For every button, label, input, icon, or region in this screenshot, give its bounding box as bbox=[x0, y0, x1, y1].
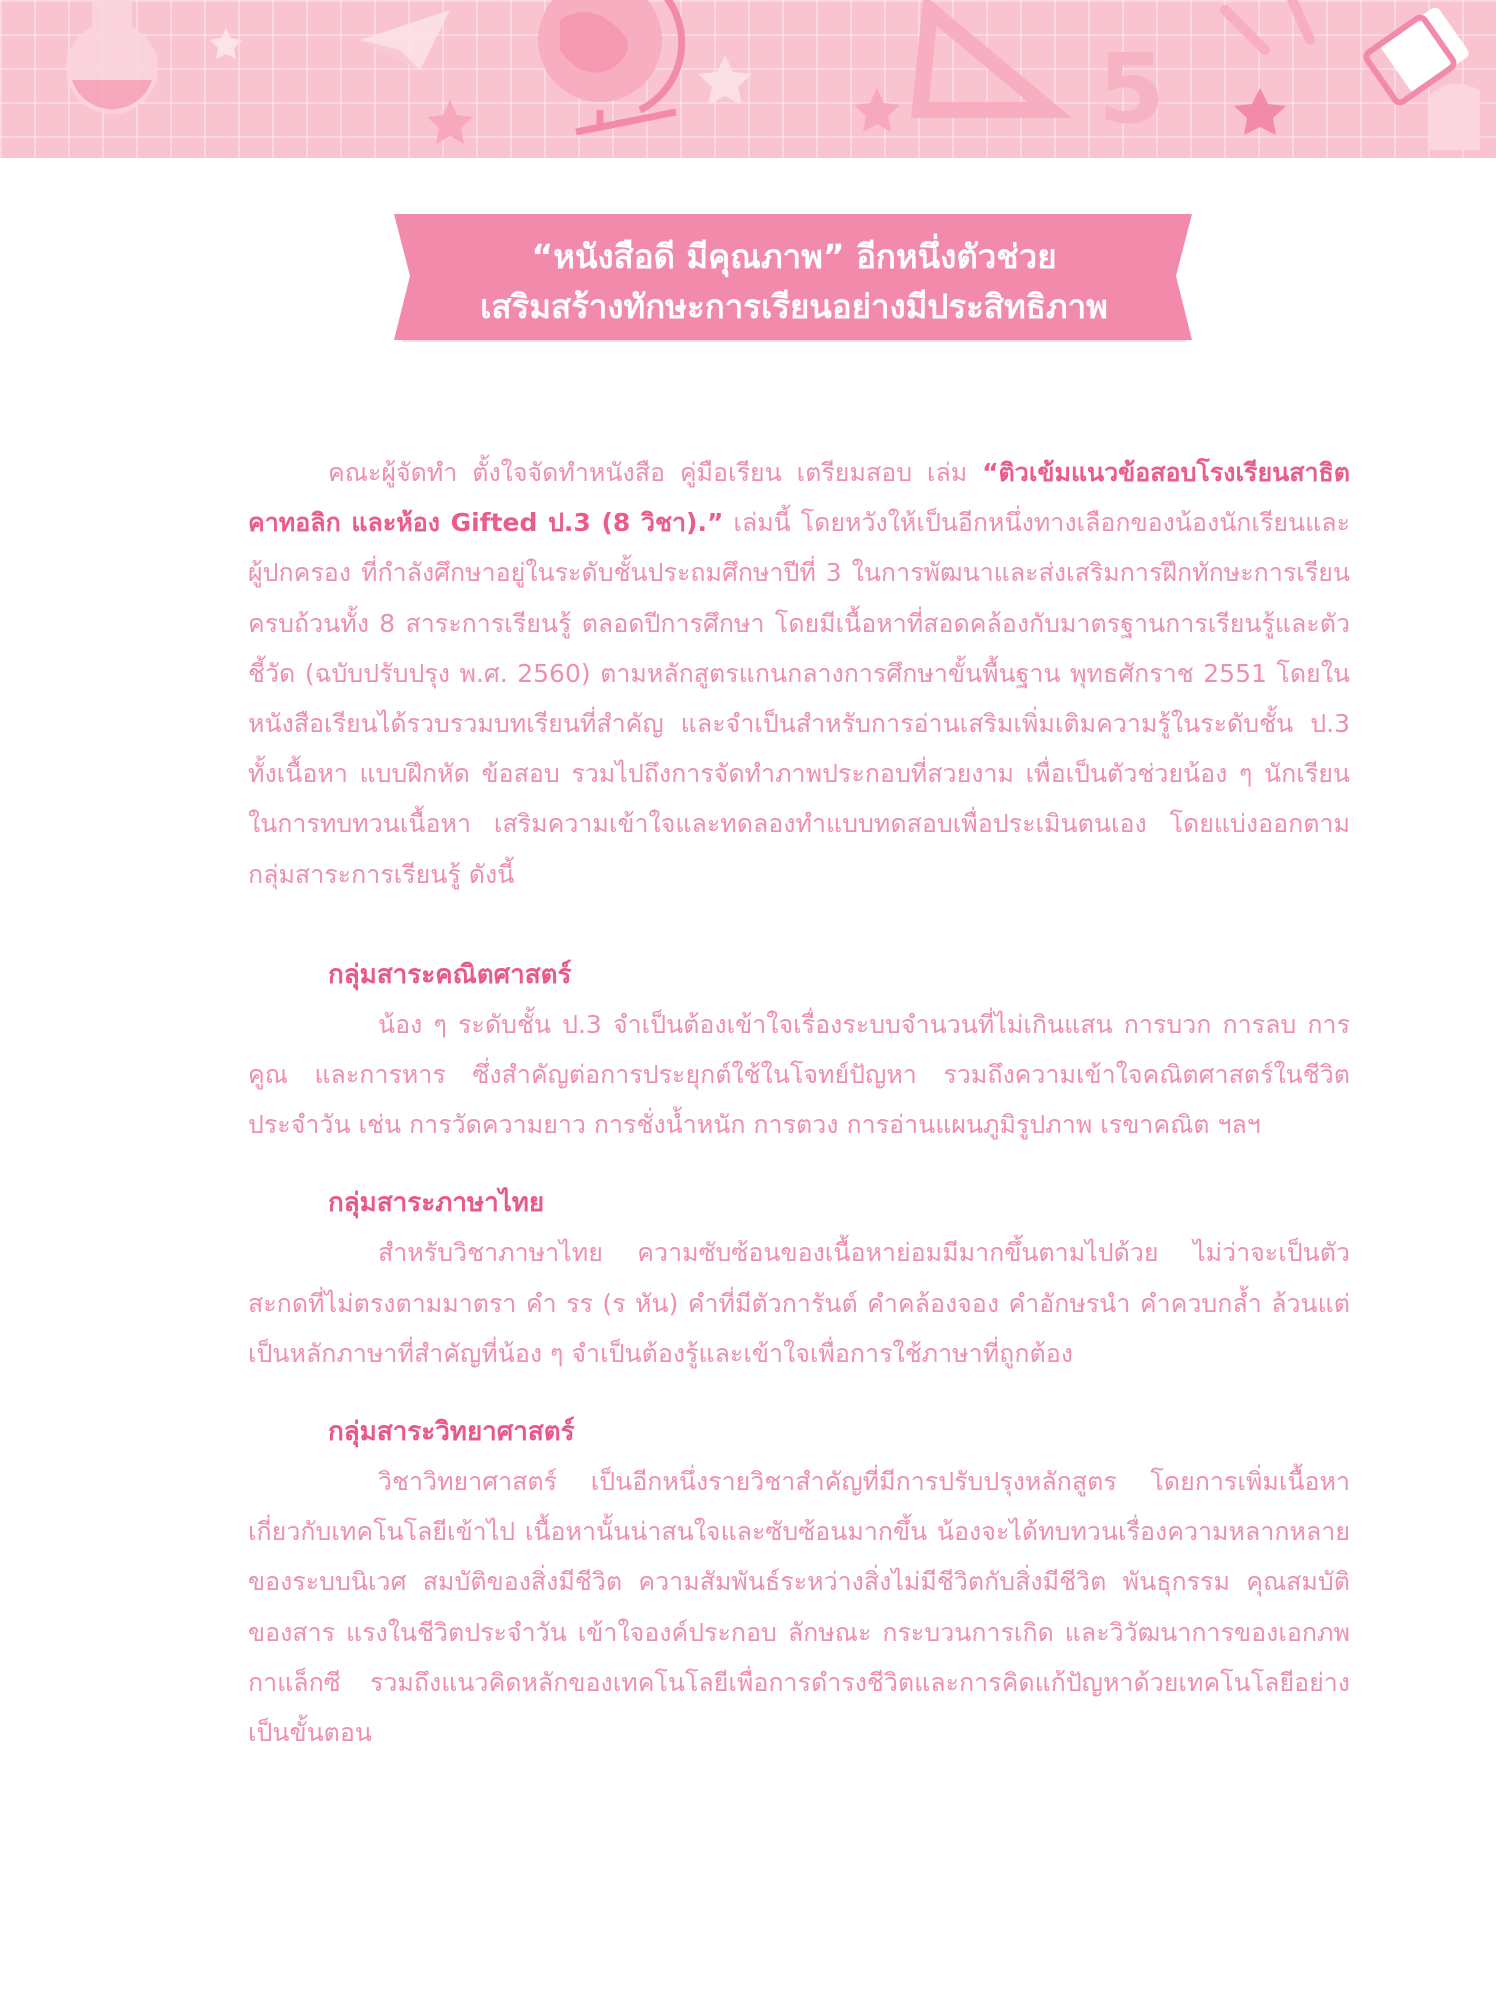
paper-plane-icon bbox=[360, 10, 450, 70]
book-icon bbox=[1364, 5, 1480, 150]
set-square-icon bbox=[920, 10, 1050, 110]
intro-paragraph bbox=[248, 448, 1350, 900]
section-body-science: วิชาวิทยาศาสตร์ เป็นอีกหนึ่งรายวิชาสำคัญที่มีการปรับปรุงหลักสูตร โดยการเพิ่มเนื้อหาเกี่ยวกับเทคโนโลยีเข้าไป เนื้อหานั้นน่าสนใจและซับซ้อนมากขึ้น น้องจะได้ทบทวนเรื่องความหลากหลายของระบบนิเวศ สมบัติของสิ่งมีชีวิต ความสัมพันธ์ระหว่างสิ่งไม่มีชีวิตกับสิ่งมีชีวิต พันธุกรรม คุณสมบัติของสาร แรงในชีวิตประจำวัน เข้าใจองค์ประกอบ ลักษณะ กระบวนการเกิด และวิวัฒนาการของเอกภพ กาแล็กซี รวมถึงแนวคิดหลักของเทคโนโลยีเพื่อการดำรงชีวิตและการคิดแก้ปัญหาด้วยเทคโนโลยีอย่างเป็นขั้นตอน bbox=[248, 1467, 1350, 1748]
page-content bbox=[248, 448, 1350, 1758]
globe-icon bbox=[538, 0, 682, 132]
section-heading-thai: กลุ่มสาระภาษาไทย bbox=[328, 1188, 545, 1219]
intro-rest: เล่มนี้ โดยหวังให้เป็นอีกหนึ่งทางเลือกของน้องนักเรียนและผู้ปกครอง ที่กำลังศึกษาอยู่ในระดับชั้นประถมศึกษาปีที่ 3 ในการพัฒนาและส่งเสริมการฝึกทักษะการเรียน ครบถ้วนทั้ง 8 สาระการเรียนรู้ ตลอดปีการศึกษา โดยมีเนื้อหาที่สอดคล้องกับมาตรฐานการเรียนรู้และตัวชี้วัด (ฉบับปรับปรุง พ.ศ. 2560) ตามหลักสูตรแกนกลางการศึกษาขั้นพื้นฐาน พุทธศักราช 2551 โดยในหนังสือเรียนได้รวบรวมบทเรียนที่สำคัญ และจำเป็นสำหรับการอ่านเสริมเพิ่มเติมความรู้ในระดับชั้น ป.3 ทั้งเนื้อหา แบบฝึกหัด ข้อสอบ รวมไปถึงการจัดทำภาพประกอบที่สวยงาม เพื่อเป็นตัวช่วยน้อง ๆ นักเรียน ในการทบทวนเนื้อหา เสริมความเข้าใจและทดลองทำแบบทดสอบเพื่อประเมินตนเอง โดยแบ่งออกตามกลุ่มสาระการเรียนรู้ ดังนี้ bbox=[248, 508, 1350, 889]
section-body-thai: สำหรับวิชาภาษาไทย ความซับซ้อนของเนื้อหาย่อมมีมากขึ้นตามไปด้วย ไม่ว่าจะเป็นตัวสะกดที่ไม่ตรงตามมาตรา คำ รร (ร หัน) คำที่มีตัวการันต์ คำคล้องจอง คำอักษรนำ คำควบกล้ำ ล้วนแต่เป็นหลักภาษาที่สำคัญที่น้อง ๆ จำเป็นต้องรู้และเข้าใจเพื่อการใช้ภาษาที่ถูกต้อง bbox=[248, 1238, 1350, 1368]
header-decoration-band bbox=[0, 0, 1496, 158]
title-line-2: เสริมสร้างทักษะการเรียนอย่างมีประสิทธิภาพ bbox=[480, 287, 1108, 326]
intro-lead: คณะผู้จัดทำ ตั้งใจจัดทำหนังสือ คู่มือเรียน เตรียมสอบ เล่ม bbox=[328, 458, 983, 487]
spacer bbox=[248, 1150, 1350, 1178]
spacer bbox=[248, 900, 1350, 950]
section-heading-science: กลุ่มสาระวิทยาศาสตร์ bbox=[328, 1417, 575, 1448]
flask-icon bbox=[66, 0, 158, 114]
title-ribbon bbox=[388, 210, 1200, 360]
book-title: “ติวเข้มแนวข้อสอบโรงเรียนสาธิต คาทอลิก และห้อง Gifted ป.3 (8 วิชา).” bbox=[248, 458, 1350, 538]
title-line-1: “หนังสือดี มีคุณภาพ” อีกหนึ่งตัวช่วย bbox=[531, 237, 1057, 276]
pencil-icon bbox=[1225, 0, 1310, 50]
section-body-math: น้อง ๆ ระดับชั้น ป.3 จำเป็นต้องเข้าใจเรื่องระบบจำนวนที่ไม่เกินแสน การบวก การลบ การคูณ และการหาร ซึ่งสำคัญต่อการประยุกต์ใช้ในโจทย์ปัญหา รวมถึงความเข้าใจคณิตศาสตร์ในชีวิตประจำวัน เช่น การวัดความยาว การชั่งน้ำหนัก การตวง การอ่านแผนภูมิรูปภาพ เรขาคณิต ฯลฯ bbox=[248, 1009, 1350, 1140]
decor-number: 5 bbox=[1098, 33, 1165, 145]
section-heading-math: กลุ่มสาระคณิตศาสตร์ bbox=[328, 959, 572, 990]
spacer bbox=[248, 1379, 1350, 1407]
page-title bbox=[428, 232, 1160, 332]
